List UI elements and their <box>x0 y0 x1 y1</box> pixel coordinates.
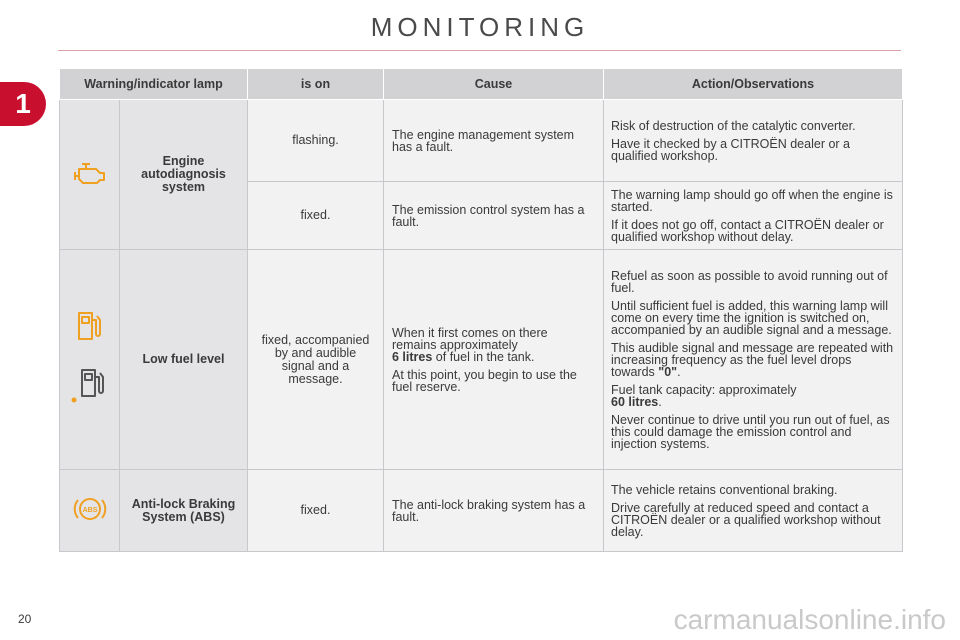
monitoring-table <box>59 68 903 552</box>
engine-action-fixed <box>604 182 903 250</box>
header-action: Action/Observations <box>604 69 903 100</box>
table-row <box>60 470 903 552</box>
fuel-level-zero: "0" <box>658 364 678 379</box>
fuel-reserve-icon <box>68 367 112 410</box>
cause-text <box>392 327 595 363</box>
engine-cause-fixed: The emission control system has a fault. <box>384 182 604 250</box>
abs-icon-text: ABS <box>82 507 97 514</box>
action-text: Have it checked by a CITROËN dealer or a qualified workshop. <box>611 136 850 163</box>
chapter-tab: 1 <box>0 82 46 126</box>
title-divider <box>58 50 901 51</box>
engine-lamp-name: Engine autodiagnosis system <box>120 100 248 250</box>
action-text-part: . <box>677 364 681 379</box>
abs-action <box>604 470 903 552</box>
action-text: The warning lamp should go off when the engine is started. <box>611 187 893 214</box>
action-text <box>611 342 895 378</box>
fuel-lamp-name: Low fuel level <box>120 250 248 470</box>
fuel-cause <box>384 250 604 470</box>
abs-lamp-cell <box>60 470 120 552</box>
table-row <box>60 100 903 182</box>
action-text: Refuel as soon as possible to avoid running out of fuel. <box>611 268 888 295</box>
engine-cause-flashing: The engine management system has a fault. <box>384 100 604 182</box>
header-is-on: is on <box>248 69 384 100</box>
cause-text-part: of fuel in the tank. <box>435 349 535 364</box>
engine-action-flashing <box>604 100 903 182</box>
table-header-row <box>60 69 903 100</box>
engine-lamp-cell <box>60 100 120 250</box>
action-text-part: . <box>658 394 662 409</box>
tank-capacity: 60 litres <box>611 394 659 409</box>
watermark: carmanualsonline.info <box>673 604 946 635</box>
abs-icon <box>72 494 108 527</box>
engine-is-on-flashing: flashing. <box>248 100 384 182</box>
fuel-quantity: 6 litres <box>392 349 433 364</box>
fuel-action <box>604 250 903 470</box>
fuel-pump-icon <box>75 310 105 345</box>
cause-text-part: When it first comes on there remains approximately <box>392 325 548 352</box>
action-text: The vehicle retains conventional braking. <box>611 482 838 497</box>
abs-lamp-name: Anti-lock Braking System (ABS) <box>120 470 248 552</box>
table-row <box>60 250 903 470</box>
action-text-part: Fuel tank capacity: approximately <box>611 382 797 397</box>
action-text: If it does not go off, contact a CITROËN dealer or qualified workshop without delay. <box>611 217 884 244</box>
header-lamp: Warning/indicator lamp <box>60 69 248 100</box>
fuel-lamp-cell <box>60 250 120 470</box>
action-text <box>611 384 895 408</box>
fuel-is-on: fixed, accompanied by and audible signal and a message. <box>248 250 384 470</box>
engine-icon <box>73 160 107 189</box>
cause-text: At this point, you begin to use the fuel reserve. <box>392 367 577 394</box>
action-text: Risk of destruction of the catalytic converter. <box>611 118 856 133</box>
page-title: MONITORING <box>370 12 590 42</box>
page-number: 20 <box>18 612 32 626</box>
action-text-part: This audible signal and message are repeated with increasing frequency as the fuel level drops towards <box>611 340 894 379</box>
abs-cause: The anti-lock braking system has a fault. <box>384 470 604 552</box>
action-text: Never continue to drive until you run out of fuel, as this could damage the emission control and injection systems. <box>611 412 890 451</box>
action-text: Until sufficient fuel is added, this warning lamp will come on every time the ignition is switched on, accompanied by an audible signal and a message. <box>611 298 892 337</box>
header-cause: Cause <box>384 69 604 100</box>
abs-is-on: fixed. <box>248 470 384 552</box>
engine-is-on-fixed: fixed. <box>248 182 384 250</box>
action-text: Drive carefully at reduced speed and contact a CITROËN dealer or a qualified workshop without delay. <box>611 500 881 539</box>
